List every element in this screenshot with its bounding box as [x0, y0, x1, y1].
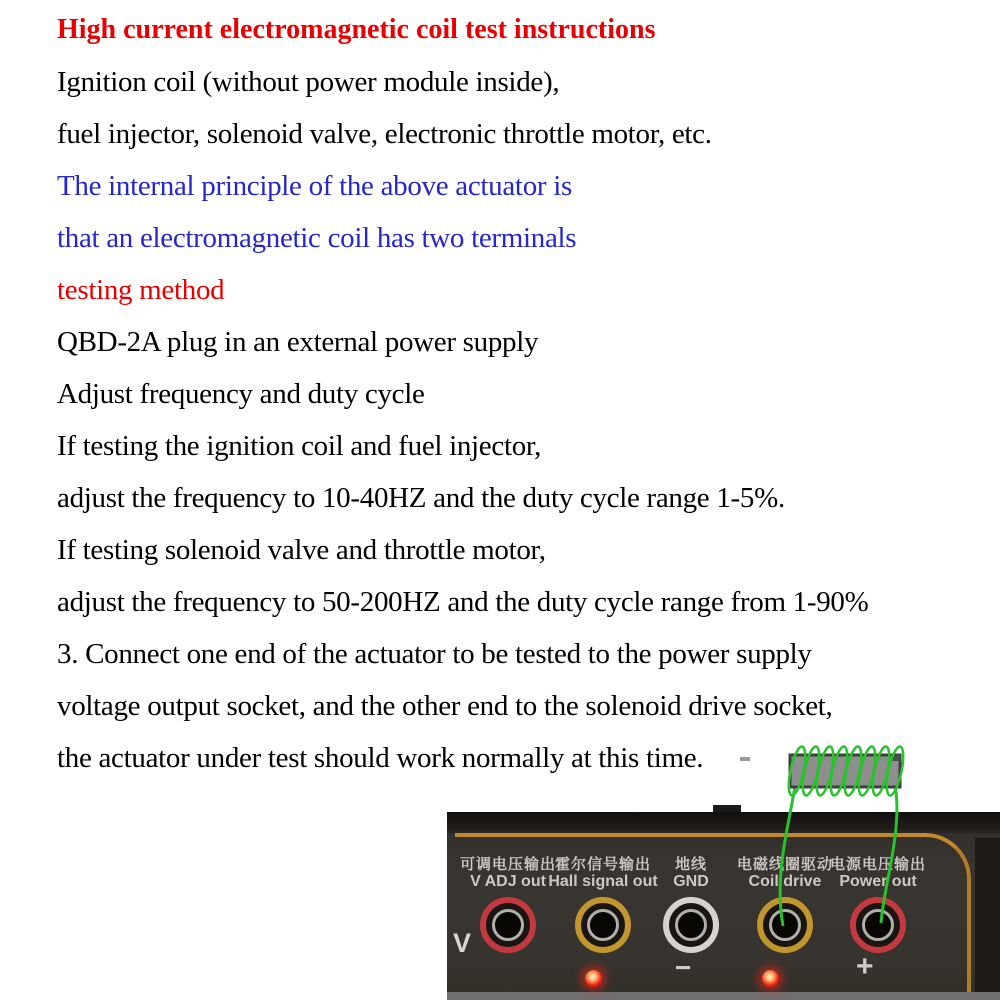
- instruction-line: Adjust frequency and duty cycle: [57, 378, 425, 410]
- instruction-line: voltage output socket, and the other end to the solenoid drive socket,: [57, 690, 833, 722]
- socket-bore: [587, 909, 619, 941]
- socket-hall-out: [575, 897, 631, 953]
- hall-led-indicator: [585, 970, 602, 987]
- socket-label-en: V ADJ out: [470, 873, 546, 890]
- instruction-line: Ignition coil (without power module inside),: [57, 66, 560, 98]
- instruction-line: fuel injector, solenoid valve, electronic throttle motor, etc.: [57, 118, 712, 150]
- socket-label-zh: 可调电压输出: [459, 856, 556, 873]
- coil-drive-led-indicator: [762, 970, 779, 987]
- panel-right-edge: [975, 838, 1000, 1000]
- instruction-line: that an electromagnetic coil has two terminals: [57, 222, 577, 254]
- socket-gnd: [663, 897, 719, 953]
- socket-label-zh: 电磁线圈驱动: [736, 856, 833, 873]
- page-title: High current electromagnetic coil test instructions: [57, 14, 656, 45]
- socket-label-en: Power out: [839, 873, 917, 890]
- instruction-line: The internal principle of the above actuator is: [57, 170, 572, 202]
- panel-top-edge: [447, 812, 1000, 833]
- socket-label-en: GND: [673, 873, 709, 890]
- socket-bore: [769, 909, 801, 941]
- socket-coil-drive: [757, 897, 813, 953]
- panel-bottom-edge: [447, 992, 1000, 1000]
- socket-bore: [862, 909, 894, 941]
- panel-edge-letter: V: [453, 928, 472, 958]
- socket-label-en: Coil drive: [748, 873, 822, 890]
- gnd-minus-sign: −: [675, 952, 692, 983]
- instruction-line: 3. Connect one end of the actuator to be tested to the power supply: [57, 638, 812, 670]
- socket-label-zh: 霍尔信号输出: [554, 856, 651, 873]
- power-plus-sign: +: [856, 950, 874, 983]
- socket-label-zh: 电源电压输出: [829, 856, 926, 873]
- socket-bore: [675, 909, 707, 941]
- socket-vadj-out: [480, 897, 536, 953]
- socket-bore: [492, 909, 524, 941]
- device-panel-photo: [447, 812, 1000, 1000]
- instruction-line: adjust the frequency to 10-40HZ and the duty cycle range 1-5%.: [57, 482, 785, 514]
- instructions-text-block: [57, 4, 997, 784]
- socket-label-zh: 地线: [674, 856, 707, 873]
- socket-label-power-out: [813, 856, 943, 891]
- instruction-line: If testing solenoid valve and throttle motor,: [57, 534, 546, 566]
- instruction-line: If testing the ignition coil and fuel injector,: [57, 430, 542, 462]
- instruction-line: QBD-2A plug in an external power supply: [57, 326, 539, 358]
- instruction-line: the actuator under test should work normally at this time.: [57, 742, 704, 774]
- socket-power-out: [850, 897, 906, 953]
- section-heading: testing method: [57, 274, 225, 306]
- instruction-line: adjust the frequency to 50-200HZ and the duty cycle range from 1-90%: [57, 586, 869, 618]
- socket-label-en: Hall signal out: [548, 873, 658, 890]
